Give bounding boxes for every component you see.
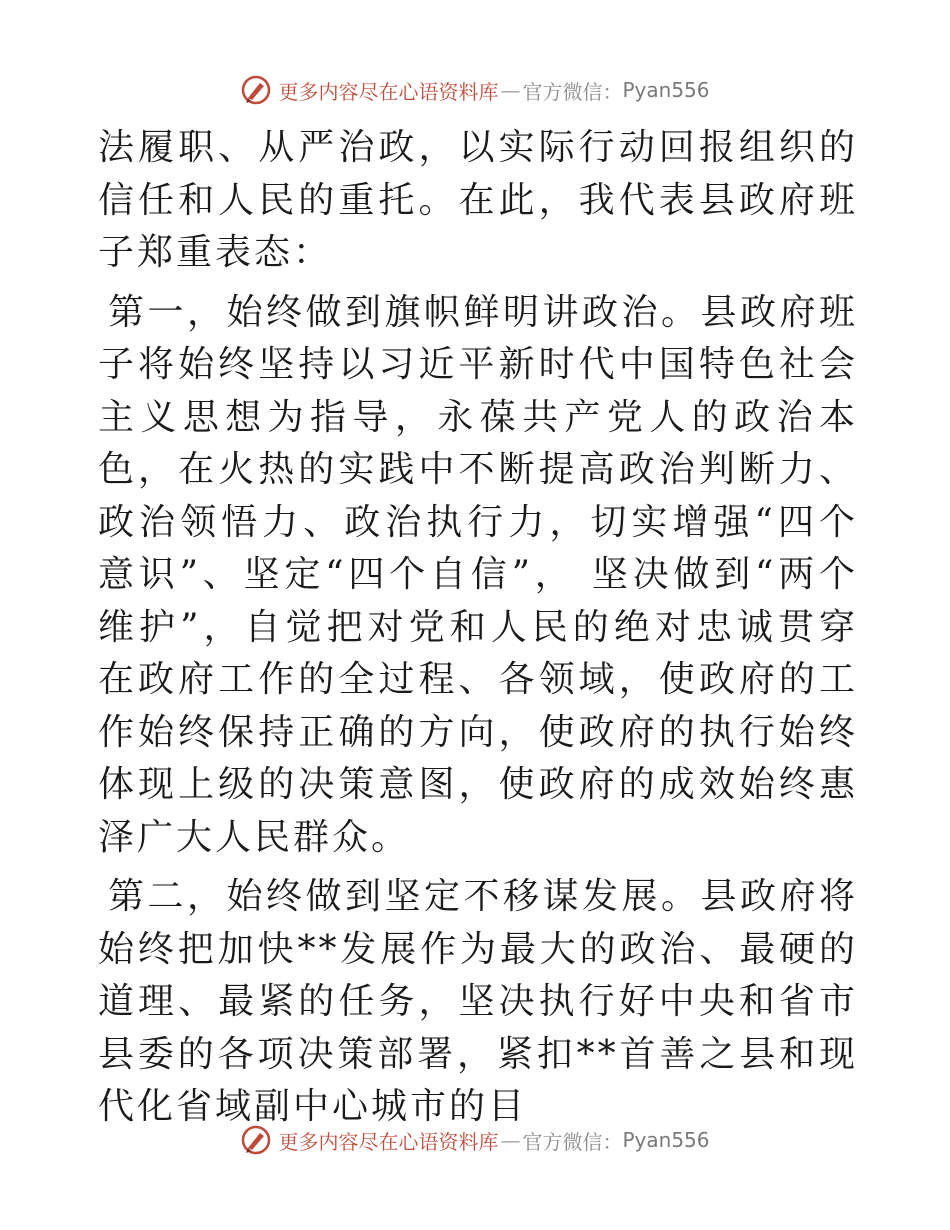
watermark-wechat-id: Pyan556 (622, 1128, 710, 1152)
watermark-wechat-id: Pyan556 (622, 78, 710, 102)
watermark-dash: — (500, 1128, 521, 1152)
pen-logo-icon (240, 74, 272, 106)
pen-logo-icon (240, 1124, 272, 1156)
paragraph-continuation: 法履职、从严治政，以实际行动回报组织的信任和人民的重托。在此，我代表县政府班子郑重表态： (98, 127, 858, 273)
paragraph-second-point: 第二，始终做到坚定不移谋发展。县政府将始终把加快**发展作为最大的政治、最硬的道理、最紧的任务，坚决执行好中央和省市县委的各项决策部署，紧扣**首善之县和现代化省域副中心城市的目 (98, 876, 858, 1127)
document-body (98, 122, 858, 1134)
watermark-footer (0, 1120, 950, 1160)
watermark-site-text: 更多内容尽在心语资料库 (278, 1129, 499, 1154)
watermark-wechat-label: 官方微信： (522, 79, 623, 104)
paragraph-first-point: 第一，始终做到旗帜鲜明讲政治。县政府班子将始终坚持以习近平新时代中国特色社会主义思想为指导，永葆共产党人的政治本色，在火热的实践中不断提高政治判断力、政治领悟力、政治执行力，切实增强“四个意识”、坚定“四个自信”， 坚决做到“两个维护”，自觉把对党和人民的绝对忠诚贯穿在政府工作的全过程、各领域，使政府的工作始终保持正确的方向，使政府的执行始终体现上级的决策意图，使政府的成效始终惠泽广大人民群众。 (98, 291, 858, 858)
watermark-header (0, 70, 950, 110)
watermark-wechat-label: 官方微信： (522, 1129, 623, 1154)
watermark-dash: — (500, 78, 521, 102)
watermark-site-text: 更多内容尽在心语资料库 (278, 79, 499, 104)
